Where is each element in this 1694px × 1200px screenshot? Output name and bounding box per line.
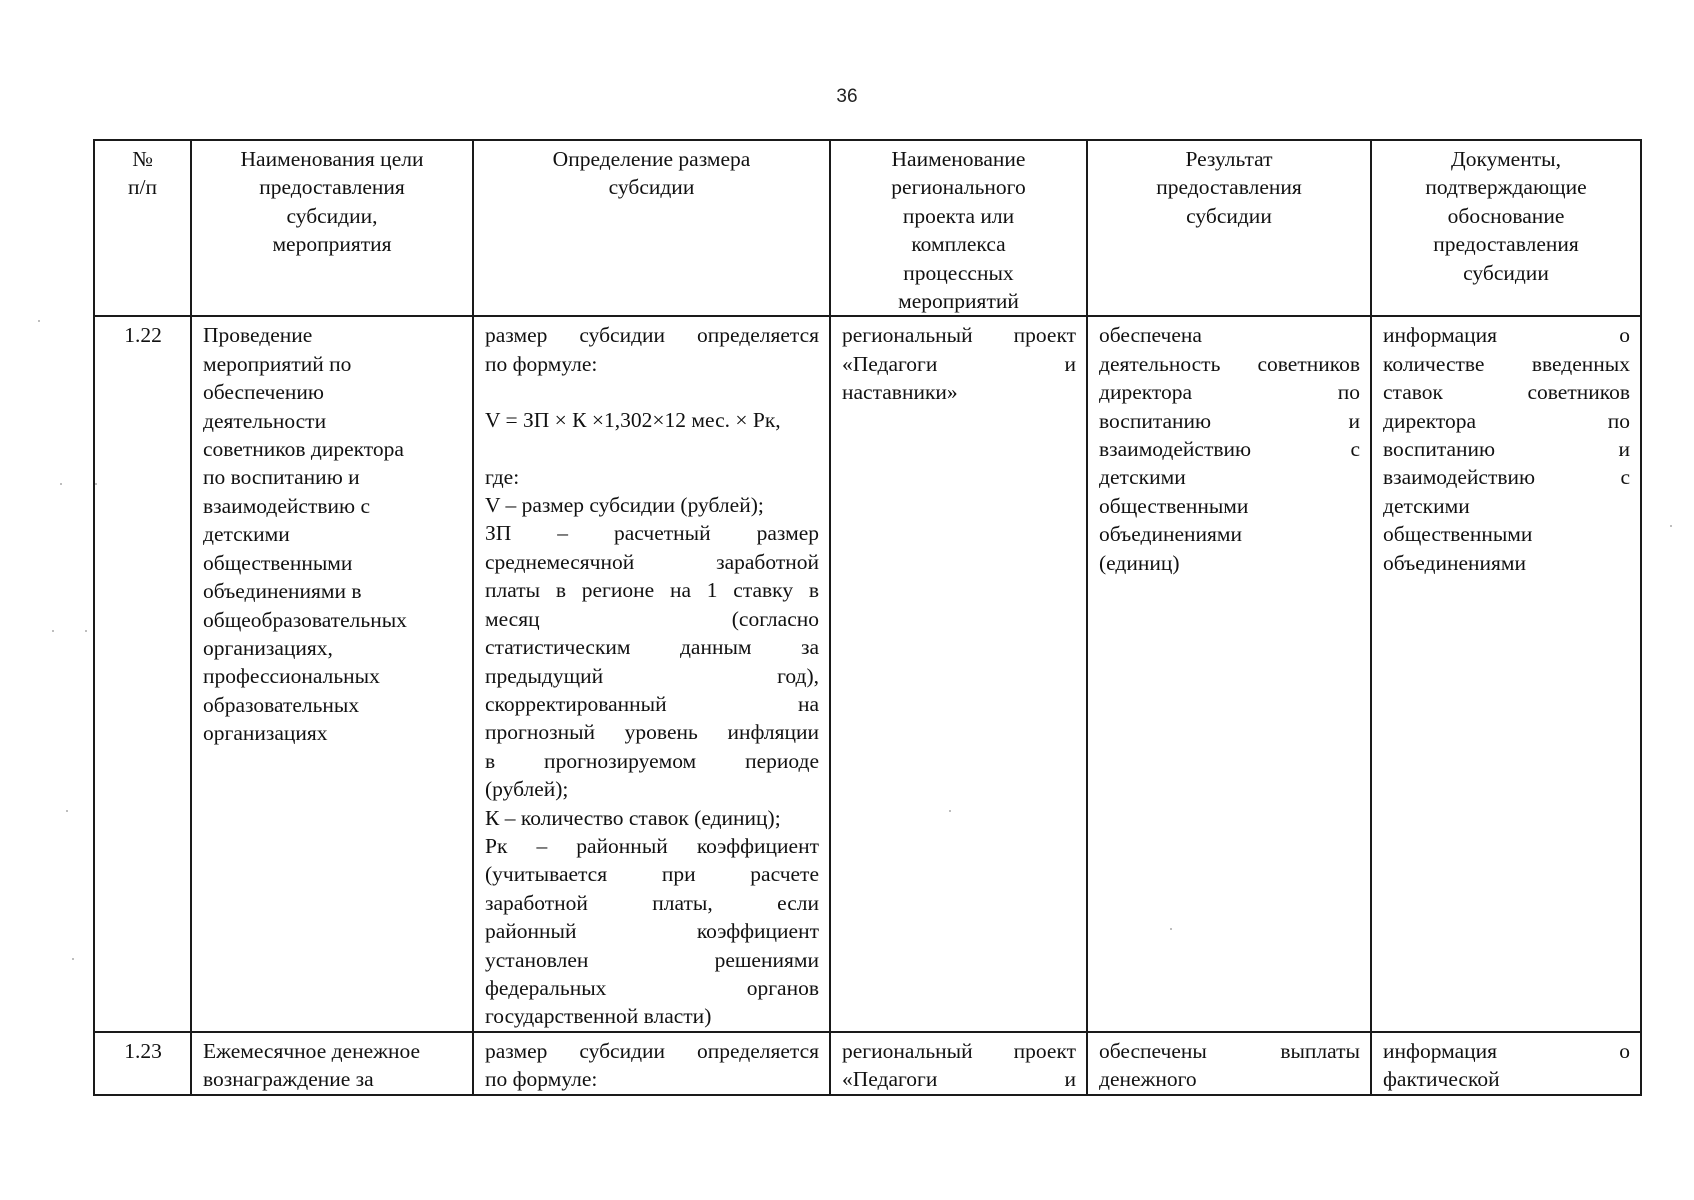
goal-text [192,1033,472,1094]
text-line: прогнозный уровень инфляции [485,720,819,745]
text-line: детскими [1099,465,1186,490]
text-line: скорректированный на [485,691,819,716]
text-line: комплекса [911,232,1006,257]
header-goal [191,140,473,316]
text-line: директора по [1383,408,1630,433]
text-line: ставок советников [1383,380,1630,405]
documents-text [1372,1033,1640,1094]
text-line: предоставления [259,175,405,200]
row-number-cell [94,316,191,1031]
text-line: статистическим данным за [485,635,819,660]
text-line: федеральных органов [485,975,819,1000]
header-result [1087,140,1371,316]
text-line: обеспечена [1099,323,1202,348]
text-line: Наименование [891,147,1026,171]
text-line: образовательных [203,692,360,717]
text-line: денежного [1099,1067,1197,1092]
text-line: Определение размера [552,147,751,171]
scan-speck [1670,525,1672,527]
text-line: заработной платы, если [485,890,819,915]
text-line: общественными [1383,522,1533,547]
formula-where: где: [485,464,520,489]
text-line: предоставления [1433,232,1579,257]
text-line: № [132,147,153,171]
text-line: взаимодействию с [1383,465,1630,490]
row-number-cell [94,1032,191,1095]
text-line: мероприятий по [203,351,352,376]
formula-definitions [485,491,819,1031]
goal-cell [191,1032,473,1095]
page-number: 36 [836,86,858,107]
text-line: Ежемесячное денежное [203,1038,421,1063]
text-line: детскими [203,522,290,547]
scan-speck [1170,928,1172,930]
text-line: обеспечены выплаты [1099,1038,1360,1063]
text-line: Результат [1185,147,1273,171]
scan-speck [949,810,951,812]
text-line: детскими [1383,493,1470,518]
result-text [1088,317,1370,577]
text-line: ЗП – расчетный размер [485,521,819,546]
amount-text [474,317,829,1030]
goal-text [192,317,472,747]
documents-cell [1371,316,1641,1031]
scan-speck [60,483,62,485]
text-line: (рублей); [485,777,569,802]
project-cell [830,316,1087,1031]
text-line: по формуле: [485,1067,598,1092]
table-row [94,316,1641,1031]
text-line: взаимодействию с [203,493,370,518]
text-line: обоснование [1447,203,1565,228]
formula: V = ЗП × К ×1,302×12 мес. × Рк, [485,408,781,433]
text-line: объединениями в [203,579,362,604]
text-line: субсидии [1463,260,1549,285]
scan-speck [72,958,74,960]
amount-text [474,1033,829,1094]
text-line: наставники» [842,380,958,405]
text-line: V – размер субсидии (рублей); [485,493,764,518]
text-line: по воспитанию и [203,465,360,490]
row-number: 1.23 [124,1038,162,1063]
documents-cell [1371,1032,1641,1095]
text-line: размер субсидии определяется [485,1038,819,1063]
table-row [94,1032,1641,1095]
amount-cell [473,316,830,1031]
text-line: государственной власти) [485,1004,712,1029]
text-line: общественными [203,550,353,575]
text-line: фактической [1383,1067,1500,1092]
text-line: Проведение [203,323,313,348]
text-line: деятельности [203,408,327,433]
text-line: размер субсидии определяется [485,323,819,348]
text-line: подтверждающие [1425,175,1587,200]
scan-speck [38,320,40,322]
text-line: объединениями [1383,550,1527,575]
text-line: среднемесячной заработной [485,549,819,574]
text-line: общеобразовательных [203,607,407,632]
text-line: региональный проект [842,323,1076,348]
text-line: (единиц) [1099,550,1180,575]
text-line: процессных [903,260,1014,285]
text-line: месяц (согласно [485,606,819,631]
scan-speck [52,630,54,632]
header-row [94,140,1641,316]
text-line: субсидии [1186,203,1272,228]
header-project [830,140,1087,316]
row-number: 1.22 [124,323,162,348]
text-line: взаимодействию с [1099,437,1360,462]
text-line: объединениями [1099,522,1243,547]
text-line: мероприятий [898,289,1019,314]
text-line: мероприятия [272,232,392,257]
formula-intro [485,321,819,378]
result-text [1088,1033,1370,1094]
amount-cell [473,1032,830,1095]
text-line: информация о [1383,323,1630,348]
text-line: предыдущий год), [485,663,819,688]
text-line: организациях, [203,635,333,660]
text-line: Документы, [1451,147,1561,171]
text-line: профессиональных [203,664,380,689]
scan-speck [85,630,87,632]
text-line: вознаграждение за [203,1067,374,1092]
text-line: организациях [203,721,328,746]
result-cell [1087,1032,1371,1095]
text-line: п/п [128,175,157,200]
project-cell [830,1032,1087,1095]
subsidy-table [93,139,1642,1096]
text-line: предоставления [1156,175,1302,200]
text-line: общественными [1099,493,1249,518]
text-line: (учитывается при расчете [485,862,819,887]
text-line: проекта или [902,203,1015,228]
header-documents [1371,140,1641,316]
header-number [94,140,191,316]
text-line: деятельность советников [1099,351,1360,376]
goal-cell [191,316,473,1031]
text-line: воспитанию и [1099,408,1360,433]
text-line: по формуле: [485,351,598,376]
text-line: Рк – районный коэффициент [485,833,819,858]
text-line: информация о [1383,1038,1630,1063]
text-line: воспитанию и [1383,437,1630,462]
text-line: обеспечению [203,380,324,405]
text-line: субсидии [608,175,695,200]
header-amount [473,140,830,316]
scan-speck [66,810,68,812]
text-line: количестве введенных [1383,351,1630,376]
scan-speck [95,483,97,485]
text-line: субсидии, [286,203,378,228]
documents-text [1372,317,1640,577]
text-line: К – количество ставок (единиц); [485,805,781,830]
text-line: районный коэффициент [485,919,819,944]
project-text [831,1033,1086,1094]
text-line: установлен решениями [485,947,819,972]
text-line: регионального [891,175,1026,200]
project-text [831,317,1086,406]
text-line: директора по [1099,380,1360,405]
text-line: советников директора [203,437,404,462]
text-line: «Педагоги и [842,1067,1076,1092]
text-line: Наименования цели [240,147,424,171]
text-line: в прогнозируемом периоде [485,748,819,773]
text-line: региональный проект [842,1038,1076,1063]
result-cell [1087,316,1371,1031]
text-line: платы в регионе на 1 ставку в [485,578,819,603]
text-line: «Педагоги и [842,351,1076,376]
